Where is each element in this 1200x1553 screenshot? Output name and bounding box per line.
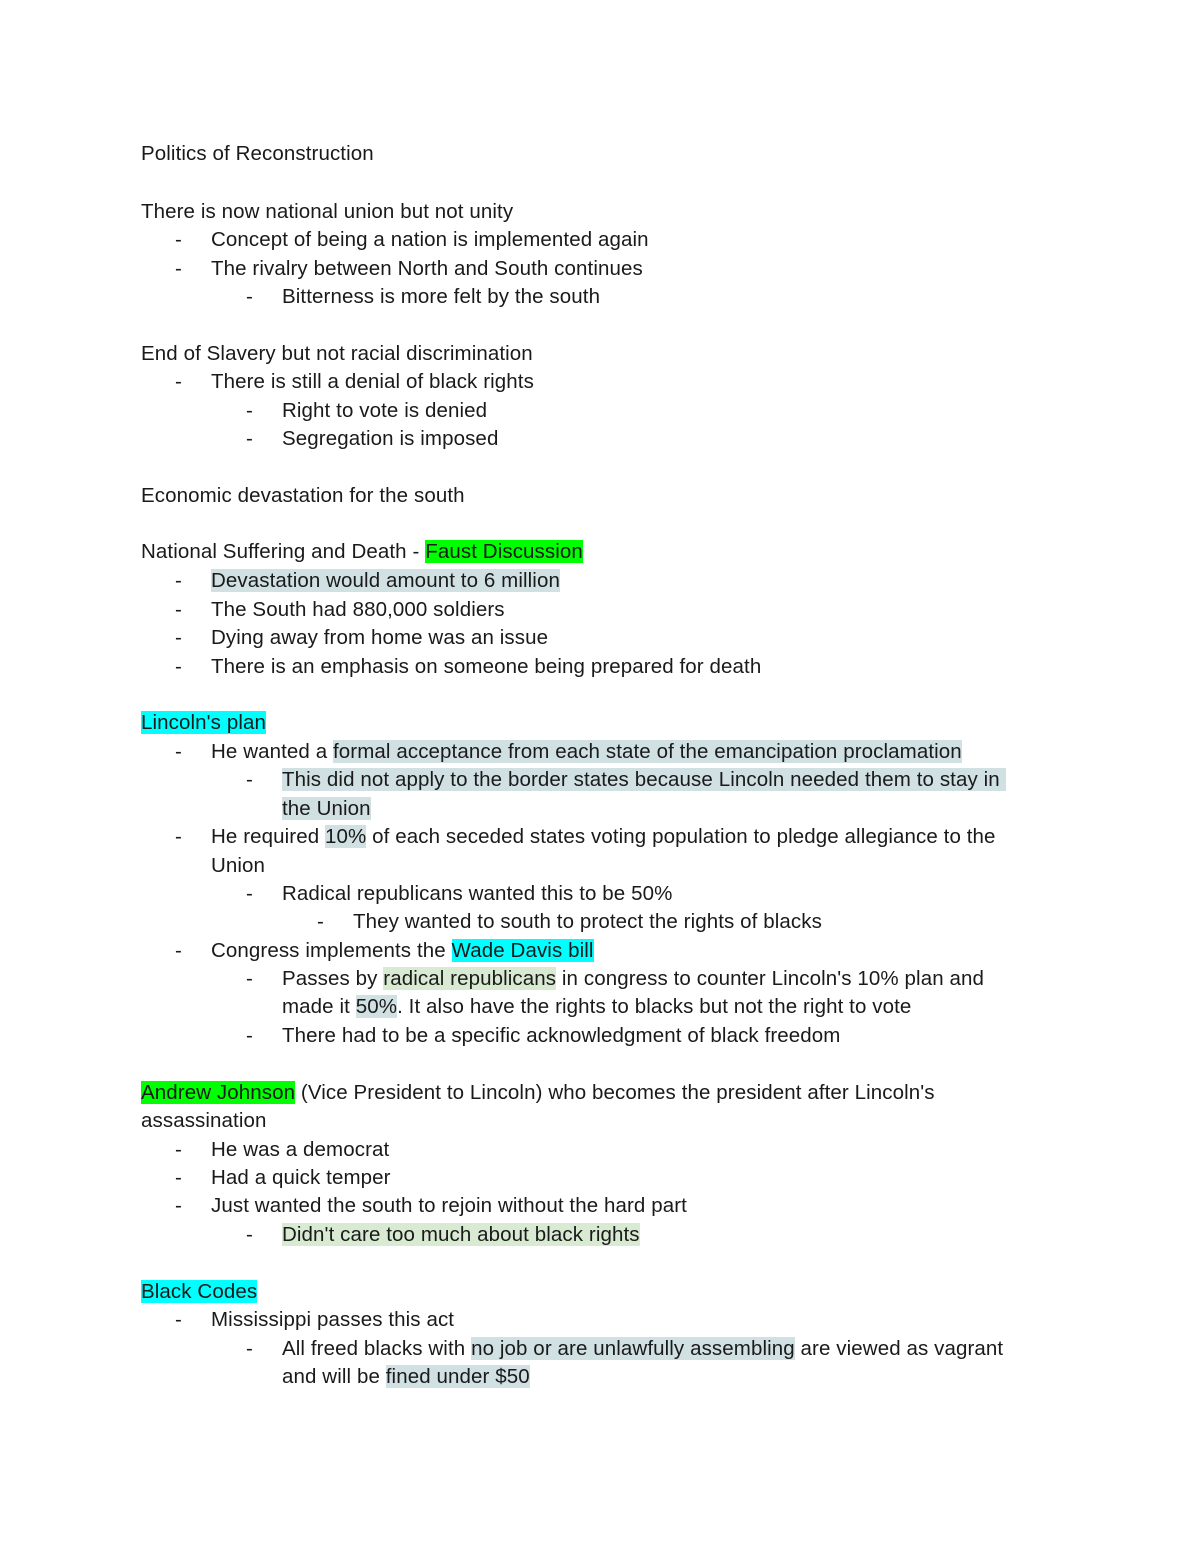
highlight-green: Andrew Johnson <box>141 1081 296 1104</box>
bullet-dash: - <box>246 1337 253 1360</box>
bullet-dash: - <box>175 257 182 280</box>
text-run: He required <box>211 825 326 848</box>
bullet-text <box>282 1221 640 1249</box>
bullet-text-continued <box>282 993 911 1021</box>
text-run: Passes by <box>282 967 384 990</box>
bullet-dash: - <box>246 882 253 905</box>
bullet-dash: - <box>175 228 182 251</box>
bullet-text: Bitterness is more felt by the south <box>282 285 601 308</box>
bullet-dash: - <box>246 1223 253 1246</box>
bullet-dash: - <box>175 939 182 962</box>
bullet-dash: - <box>175 655 182 678</box>
bullet-dash: - <box>175 1194 182 1217</box>
bullet-text: Concept of being a nation is implemented again <box>211 228 649 251</box>
bullet-text <box>282 965 984 993</box>
bullet-text: They wanted to south to protect the rights of blacks <box>353 910 822 933</box>
highlight-cyan: Black Codes <box>141 1280 258 1303</box>
text-run: made it <box>282 995 356 1018</box>
section-heading-slavery: End of Slavery but not racial discrimination <box>141 342 533 365</box>
highlight-light-green: Didn't care too much about black rights <box>282 1223 640 1246</box>
highlight-cyan: Wade Davis bill <box>451 939 594 962</box>
heading-continued: assassination <box>141 1109 267 1132</box>
highlight-gray: the Union <box>282 797 371 820</box>
highlight-gray: Devastation would amount to 6 million <box>211 569 560 592</box>
highlight-gray: This did not apply to the border states because Lincoln needed them to stay in <box>282 768 1006 791</box>
bullet-text <box>211 738 962 766</box>
bullet-text-continued <box>282 1363 530 1391</box>
bullet-dash: - <box>246 427 253 450</box>
section-heading-black-codes <box>141 1278 257 1306</box>
section-heading-economic: Economic devastation for the south <box>141 484 465 507</box>
heading-text: National Suffering and Death - <box>141 540 426 563</box>
text-run: are viewed as vagrant <box>794 1337 1004 1360</box>
page-title: Politics of Reconstruction <box>141 142 374 165</box>
text-run: All freed blacks with <box>282 1337 472 1360</box>
text-run: Congress implements the <box>211 939 452 962</box>
bullet-text: Right to vote is denied <box>282 399 488 422</box>
section-heading-suffering <box>141 538 583 566</box>
bullet-text: The South had 880,000 soldiers <box>211 598 505 621</box>
highlight-cyan: Lincoln's plan <box>141 711 266 734</box>
bullet-text: There is still a denial of black rights <box>211 370 534 393</box>
bullet-dash: - <box>246 768 253 791</box>
bullet-text: Radical republicans wanted this to be 50% <box>282 882 673 905</box>
text-run: of each seceded states voting population to pledge allegiance to the <box>366 825 996 848</box>
bullet-dash: - <box>175 598 182 621</box>
bullet-dash: - <box>317 910 324 933</box>
bullet-text: Mississippi passes this act <box>211 1308 455 1331</box>
bullet-text <box>282 766 1006 794</box>
bullet-dash: - <box>175 370 182 393</box>
bullet-text: The rivalry between North and South continues <box>211 257 643 280</box>
bullet-dash: - <box>246 399 253 422</box>
text-run: in congress to counter Lincoln's 10% plan and <box>556 967 985 990</box>
bullet-dash: - <box>246 1024 253 1047</box>
bullet-text: Had a quick temper <box>211 1166 391 1189</box>
highlight-gray: formal acceptance from each state of the emancipation proclamation <box>333 740 962 763</box>
bullet-text-continued: Union <box>211 854 266 877</box>
bullet-dash: - <box>175 1166 182 1189</box>
bullet-dash: - <box>246 967 253 990</box>
bullet-dash: - <box>175 825 182 848</box>
bullet-text: Just wanted the south to rejoin without the hard part <box>211 1194 687 1217</box>
section-heading-lincoln <box>141 709 266 737</box>
highlight-gray: 50% <box>355 995 398 1018</box>
bullet-dash: - <box>175 740 182 763</box>
bullet-dash: - <box>246 285 253 308</box>
bullet-text: There had to be a specific acknowledgment of black freedom <box>282 1024 841 1047</box>
bullet-text <box>211 823 996 851</box>
highlight-gray: no job or are unlawfully assembling <box>471 1337 795 1360</box>
highlight-light-green: radical republicans <box>383 967 557 990</box>
section-heading-union: There is now national union but not unity <box>141 200 514 223</box>
text-run: . It also have the rights to blacks but not the right to vote <box>397 995 912 1018</box>
section-heading-johnson <box>141 1079 935 1107</box>
bullet-dash: - <box>175 1138 182 1161</box>
bullet-text <box>282 1335 1003 1363</box>
text-run: He wanted a <box>211 740 333 763</box>
bullet-text <box>211 567 560 595</box>
bullet-dash: - <box>175 626 182 649</box>
bullet-dash: - <box>175 569 182 592</box>
bullet-text <box>211 937 594 965</box>
highlight-gray: 10% <box>325 825 367 848</box>
bullet-text: There is an emphasis on someone being prepared for death <box>211 655 762 678</box>
bullet-text: Dying away from home was an issue <box>211 626 549 649</box>
text-run: (Vice President to Lincoln) who becomes the president after Lincoln's <box>295 1081 935 1104</box>
bullet-text: Segregation is imposed <box>282 427 499 450</box>
text-run: and will be <box>282 1365 386 1388</box>
highlight-green: Faust Discussion <box>425 540 583 563</box>
bullet-text: He was a democrat <box>211 1138 390 1161</box>
bullet-text-continued <box>282 795 371 823</box>
highlight-gray: fined under $50 <box>385 1365 530 1388</box>
bullet-dash: - <box>175 1308 182 1331</box>
